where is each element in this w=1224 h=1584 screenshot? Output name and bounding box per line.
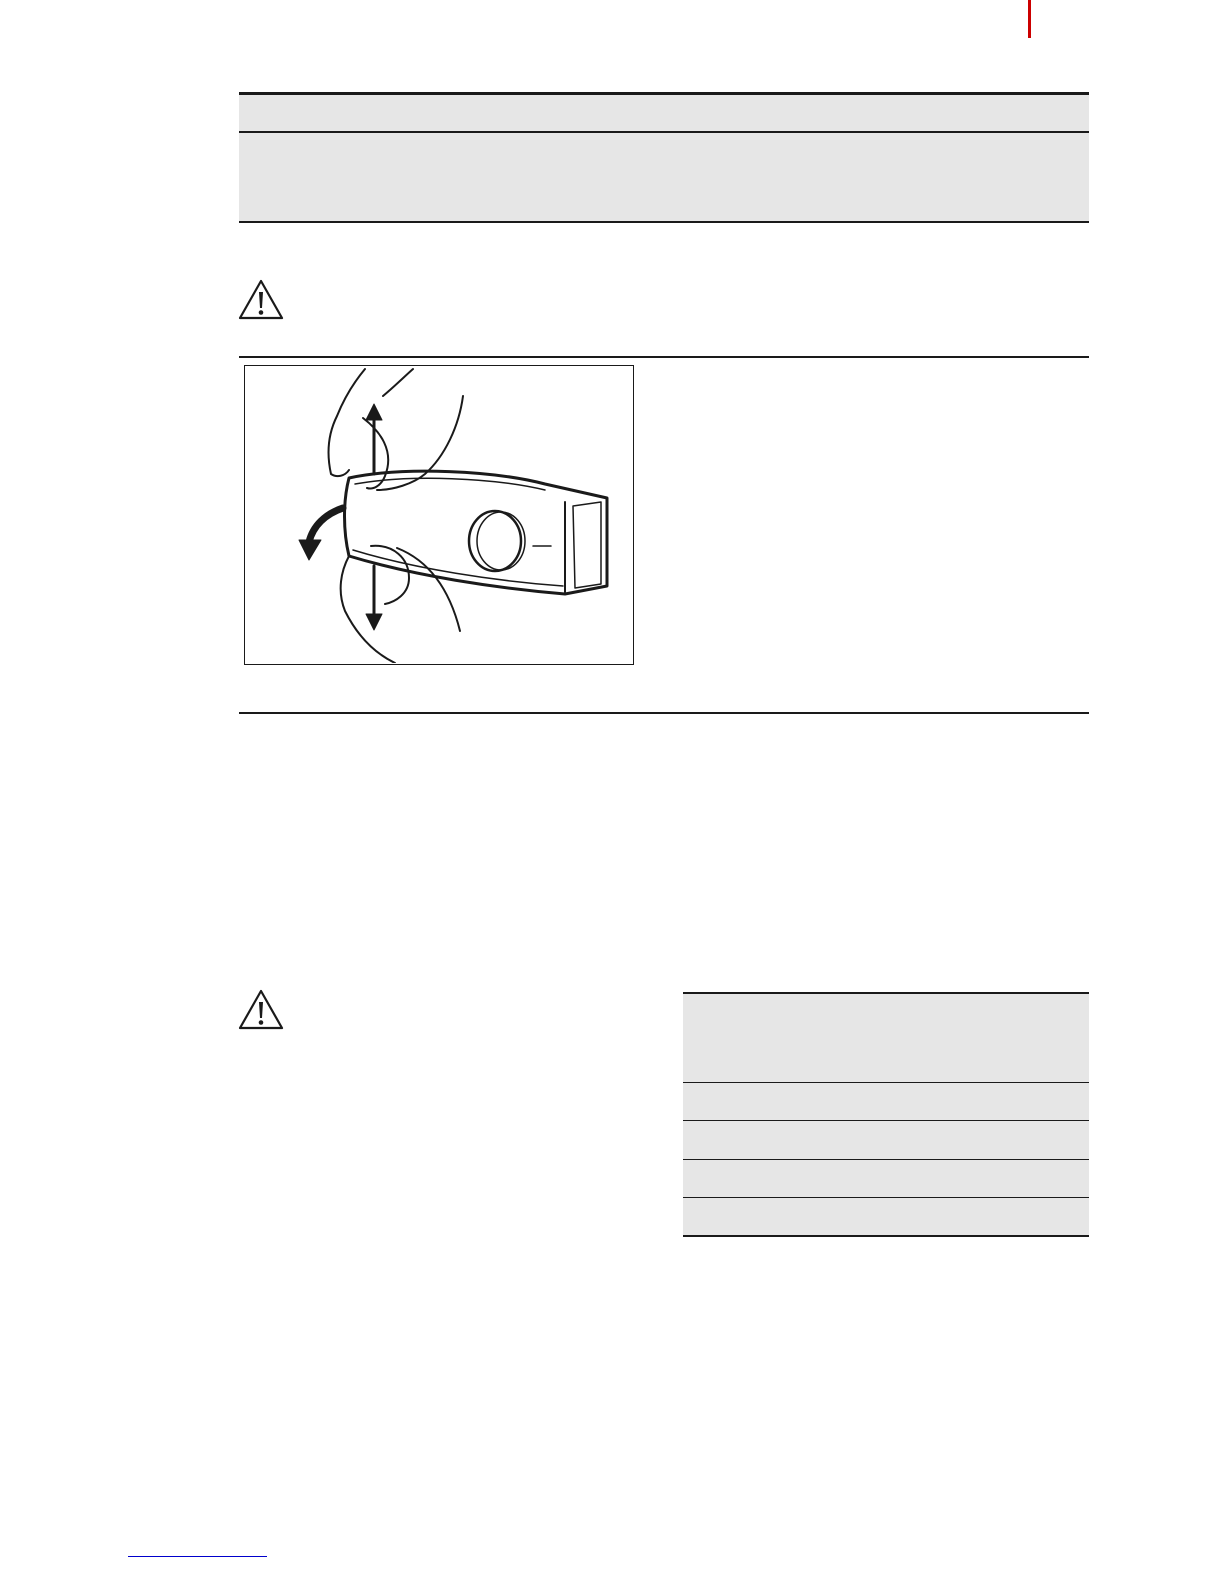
control-panel-illustration — [244, 365, 634, 665]
bottom-table-row-rule-4 — [683, 1197, 1089, 1198]
bottom-table-row-rule-2 — [683, 1120, 1089, 1121]
bottom-table-row-rule-1 — [683, 1082, 1089, 1083]
top-table-header-rule — [239, 131, 1089, 133]
top-table-top-rule — [239, 92, 1089, 95]
footer-link-underline[interactable] — [128, 1556, 267, 1557]
warning-triangle-icon — [238, 278, 284, 320]
bottom-table-top-rule — [683, 992, 1089, 994]
warning-triangle-icon — [238, 988, 284, 1030]
top-table-bottom-rule — [239, 221, 1089, 223]
illustration-drawing — [245, 366, 632, 663]
section-rule-upper — [239, 356, 1089, 358]
bottom-table-background — [683, 992, 1089, 1236]
bottom-table-row-rule-3 — [683, 1159, 1089, 1160]
top-table-background — [239, 92, 1089, 222]
page-top-accent-bar — [1028, 0, 1031, 38]
bottom-table-bottom-rule — [683, 1235, 1089, 1237]
section-rule-lower — [239, 712, 1089, 714]
